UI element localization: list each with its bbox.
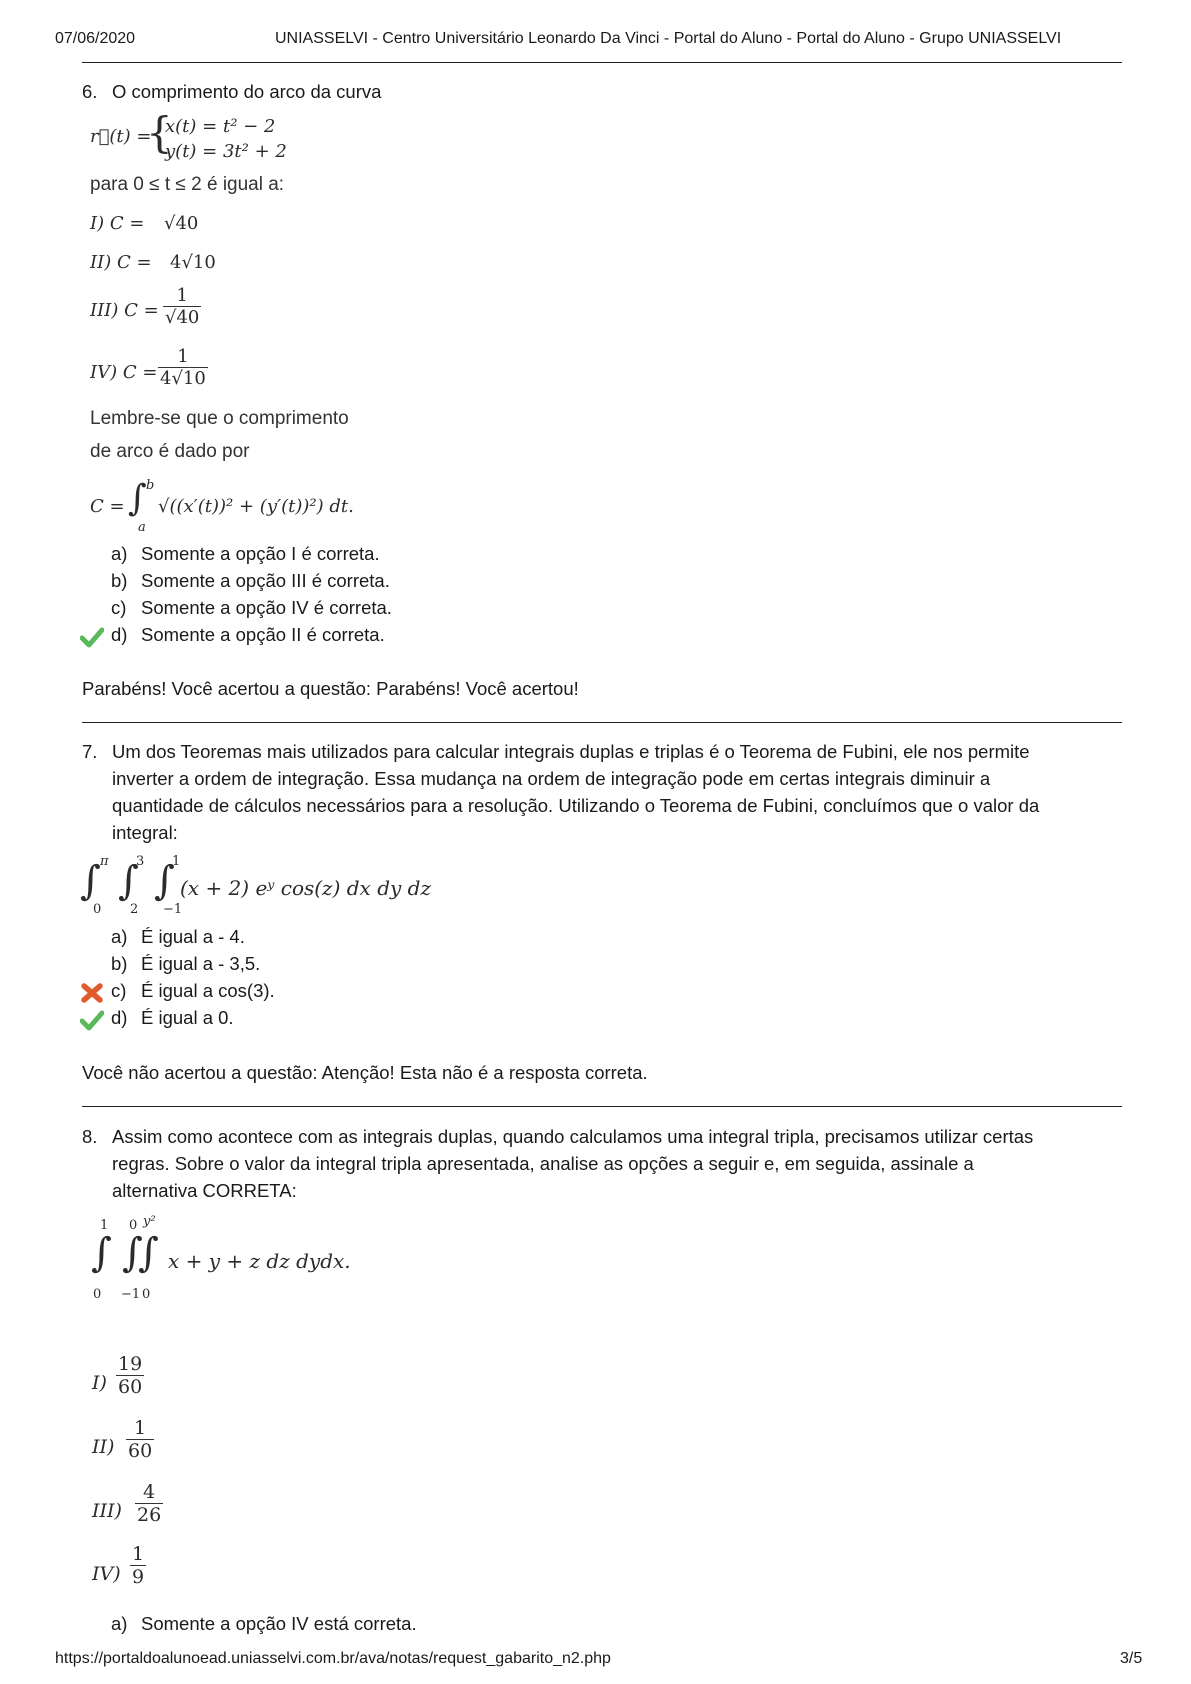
option-ii-label: II) [92,1436,115,1458]
page-header-title: UNIASSELVI - Centro Universitário Leonardo Da Vinci - Portal do Aluno - Portal do Aluno - Grupo UNIASSELVI [275,30,1062,47]
option-iii-label: III) [92,1500,122,1522]
question-text-line: regras. Sobre o valor da integral tripla apresentada, analise as opções a seguir e, em seguida, assinale a [112,1153,974,1174]
fraction-numerator: 19 [118,1353,143,1375]
check-icon [80,626,104,648]
question-8-stem [82,1123,1122,1205]
integral-lower-limit: 2 [130,902,139,917]
question-number: 6. [82,81,98,102]
answer-option: a) Somente a opção IV está correta. [111,1613,417,1634]
answer-option: b) É igual a - 3,5. [111,953,261,974]
print-date: 07/06/2020 [55,30,136,47]
question-text-line: Assim como acontece com as integrais duplas, quando calculamos uma integral tripla, precisamos utilizar certas [112,1126,1034,1147]
fraction-numerator: 1 [132,1543,145,1565]
hint-line-2: de arco é dado por [90,441,250,462]
option-iv-fraction [130,1543,146,1588]
curve-lhs: r⃗(t) = [90,126,152,147]
hint-line-1: Lembre-se que o comprimento [90,408,349,429]
integral-lower-limit: 0 [142,1287,151,1302]
integral-lower-limit: −1 [121,1287,141,1302]
fraction-denominator: 60 [128,1440,153,1462]
integral-lower-limit: 0 [93,902,102,917]
question-text: O comprimento do arco da curva [112,81,382,102]
question-text-line: inverter a ordem de integração. Essa mudança na ordem de integração pode em certas integrais diminuir a [112,768,991,789]
option-iii-fraction [163,285,201,328]
option-i-label: I) [92,1372,107,1394]
integral-upper-limit: π [100,854,109,869]
integral-upper-limit: 1 [100,1218,109,1233]
fraction-numerator: 1 [126,1417,154,1440]
integrand: (x + 2) eʸ cos(z) dx dy dz [180,876,431,900]
fraction-denominator: 60 [118,1376,143,1398]
fraction-numerator: 4 [135,1481,163,1504]
fraction-numerator: 1 [163,285,201,307]
option-iii-label: III) C = [90,300,159,321]
integral-upper-limit: 3 [136,854,145,869]
feedback-text: Você não acertou a questão: Atenção! Esta não é a resposta correta. [82,1062,648,1083]
option-i-fraction [116,1353,144,1398]
option-iii-fraction [135,1481,163,1526]
fraction-denominator: 26 [137,1504,162,1526]
fraction-numerator: 1 [158,346,208,368]
footer-url: https://portaldoalunoead.uniasselvi.com.br/ava/notas/request_gabarito_n2.php [55,1650,611,1667]
arc-formula-body: √((x′(t))² + (y′(t))²) dt. [158,496,354,517]
question-7-stem [82,738,1122,848]
question-text-line: integral: [112,822,178,843]
check-icon [80,1009,104,1031]
integral-lower-limit: −1 [163,902,183,917]
option-iv-label: IV) C = [90,362,158,383]
integral-sign-icon: ∫ [80,858,101,904]
page-number: 3/5 [1120,1650,1143,1667]
answer-option-correct: d) É igual a 0. [111,1007,234,1028]
answer-option: b) Somente a opção III é correta. [111,570,390,591]
integrand: x + y + z dz dydx. [168,1249,351,1273]
integral-sign-icon: ∫ [122,1230,143,1276]
question-number: 7. [82,741,98,762]
range-text: para 0 ≤ t ≤ 2 é igual a: [90,174,285,195]
integral-upper-limit: b [146,478,155,493]
answer-option-correct: d) Somente a opção II é correta. [111,624,385,645]
option-iv-label: IV) [92,1563,121,1585]
integral-lower-limit: 0 [93,1287,102,1302]
option-ii-value: 4√10 [170,252,216,273]
question-divider [82,722,1122,723]
curve-y-eq: y(t) = 3t² + 2 [165,141,287,162]
question-number: 8. [82,1126,98,1147]
question-text-line: Um dos Teoremas mais utilizados para calcular integrais duplas e triplas é o Teorema de Fubini, ele nos permite [112,741,1030,762]
integral-sign-icon: ∫ [91,1230,112,1276]
answer-option: a) É igual a - 4. [111,926,245,947]
integral-upper-limit: 0 [129,1218,138,1233]
answer-option: a) Somente a opção I é correta. [111,543,380,564]
option-iv-fraction [158,346,208,389]
fraction-denominator: 9 [132,1566,145,1588]
integral-sign-icon: ∫ [118,858,139,904]
integral-lower-limit: a [138,520,146,535]
curve-x-eq: x(t) = t² − 2 [165,116,276,137]
integral-sign-icon: ∫ [154,858,175,904]
feedback-text: Parabéns! Você acertou a questão: Parabéns! Você acertou! [82,678,579,699]
question-text-line: alternativa CORRETA: [112,1180,297,1201]
header-divider [82,62,1122,63]
question-text-line: quantidade de cálculos necessários para a resolução. Utilizando o Teorema de Fubini, concluímos que o valor da [112,795,1040,816]
integral-sign-icon: ∫ [128,478,147,519]
option-ii-label: II) C = [90,252,152,273]
question-divider [82,1106,1122,1107]
cross-icon [80,982,104,1004]
brace-icon: { [146,108,173,157]
fraction-denominator: 4√10 [160,368,206,389]
option-i-value: √40 [164,213,199,234]
answer-option: c) Somente a opção IV é correta. [111,597,392,618]
option-ii-fraction [126,1417,154,1462]
arc-formula-lhs: C = [90,496,125,517]
integral-sign-icon: ∫ [138,1230,159,1276]
question-6-title [82,78,982,108]
integral-upper-limit: y² [143,1214,156,1229]
fraction-denominator: √40 [165,307,200,328]
answer-option-wrong: c) É igual a cos(3). [111,980,275,1001]
option-i-label: I) C = [90,213,145,234]
integral-upper-limit: 1 [172,854,181,869]
